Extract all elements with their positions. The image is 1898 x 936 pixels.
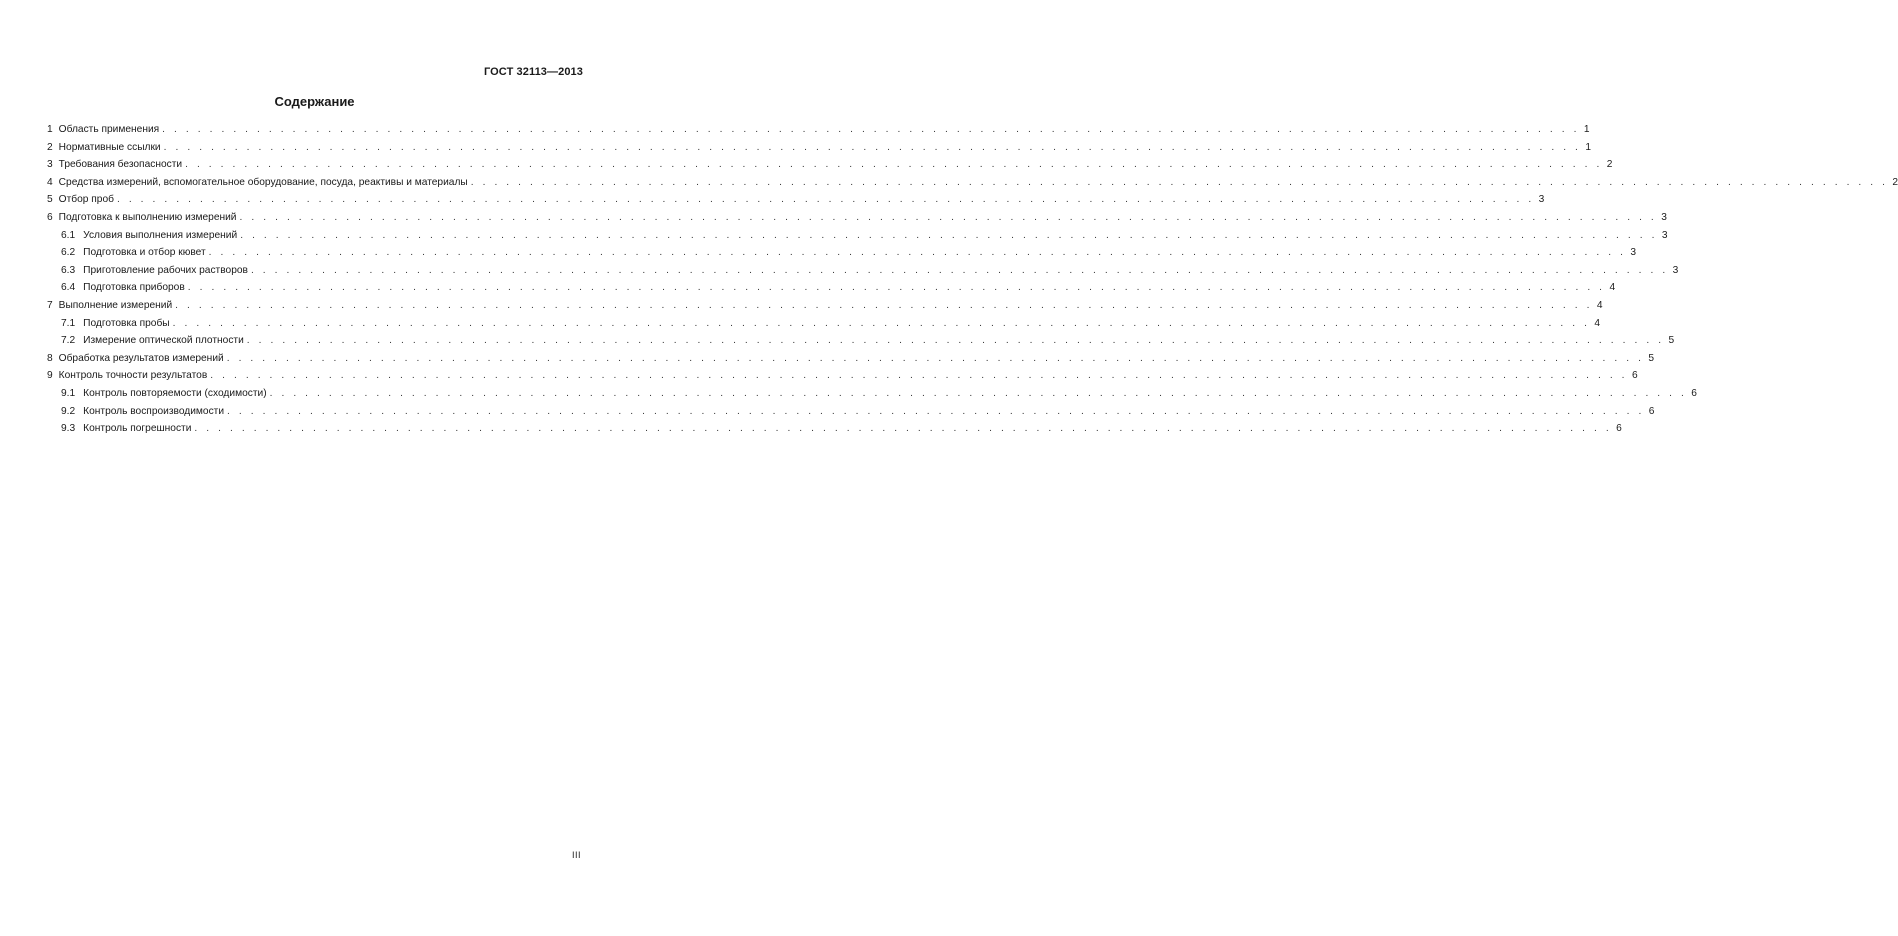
toc-entry-number: 7.1 [61, 317, 76, 329]
toc-entry-title: Область применения [58, 124, 160, 135]
toc-subentry[interactable] [47, 385, 1697, 403]
toc-entry[interactable] [47, 191, 1545, 209]
toc-dot-leader [175, 297, 1592, 315]
toc-entry-number: 3 [47, 159, 53, 171]
toc-dot-leader [162, 121, 1579, 139]
toc-entry[interactable] [47, 174, 1898, 192]
toc-dot-leader [194, 420, 1611, 438]
toc-subentry[interactable] [47, 279, 1616, 297]
toc-entry-number: 6 [47, 211, 53, 223]
toc-entry-number: 9 [47, 370, 53, 382]
toc-dot-leader [164, 139, 1581, 157]
toc-entry-page: 3 [1538, 194, 1545, 206]
toc-entry-page: 6 [1691, 387, 1697, 399]
toc-entry[interactable] [47, 209, 1667, 227]
toc-entry-title: Нормативные ссылки [58, 141, 161, 153]
toc-entry-page: 2 [1606, 159, 1613, 171]
toc-entry-title: Подготовка приборов [83, 282, 185, 294]
toc-dot-leader [251, 262, 1668, 280]
toc-dot-leader [209, 244, 1626, 262]
document-code: ГОСТ 32113—2013 [483, 66, 583, 78]
toc-entry-number: 9.3 [61, 423, 76, 435]
toc-entry[interactable] [47, 367, 1638, 385]
toc-entry-number: 9.2 [61, 405, 76, 417]
toc-entry-title: Подготовка и отбор кювет [83, 247, 206, 259]
toc-dot-leader [173, 315, 1590, 333]
toc-entry-page: 4 [1594, 317, 1601, 329]
toc-entry-page: 3 [1661, 229, 1668, 241]
toc-entry-title: Условия выполнения измерений [83, 229, 238, 241]
toc-entry-page: 3 [1672, 264, 1679, 276]
toc-entry-page: 2 [1892, 176, 1898, 188]
toc-subentry[interactable] [47, 403, 1655, 421]
toc-entry-title: Отбор проб [58, 194, 114, 206]
table-of-contents [47, 121, 1898, 438]
toc-entry-number: 9.1 [61, 387, 76, 399]
toc-entry-page: 1 [1583, 124, 1590, 135]
toc-entry-page: 6 [1616, 423, 1622, 435]
toc-entry-page: 6 [1648, 405, 1655, 417]
toc-entry-number: 8 [47, 352, 53, 364]
toc-entry-title: Подготовка пробы [83, 317, 170, 329]
toc-dot-leader [210, 367, 1627, 385]
toc-dot-leader [117, 191, 1534, 209]
toc-entry-title: Обработка результатов измерений [58, 352, 224, 364]
toc-dot-leader [270, 385, 1687, 403]
toc-entry-page: 6 [1631, 370, 1638, 382]
toc-entry-number: 7.2 [61, 335, 76, 347]
toc-subentry[interactable] [47, 315, 1601, 333]
toc-entry-title: Контроль погрешности [83, 423, 192, 435]
toc-entry-page: 4 [1596, 299, 1603, 311]
toc-entry[interactable] [47, 297, 1603, 315]
toc-entry-page: 3 [1630, 247, 1637, 259]
toc-dot-leader [247, 332, 1664, 350]
toc-entry[interactable] [47, 350, 1655, 368]
toc-dot-leader [185, 156, 1602, 174]
toc-entry-title: Средства измерений, вспомогательное оборудование, посуда, реактивы и материалы [58, 176, 468, 188]
toc-dot-leader [227, 350, 1644, 368]
toc-entry-number: 6.3 [61, 264, 76, 276]
toc-entry-title: Подготовка к выполнению измерений [58, 211, 237, 223]
toc-entry-title: Приготовление рабочих растворов [83, 264, 248, 276]
toc-entry-page: 5 [1648, 352, 1655, 364]
toc-entry-number: 6.2 [61, 247, 76, 259]
toc-entry-title: Контроль воспроизводимости [83, 405, 225, 417]
toc-entry-title: Выполнение измерений [58, 299, 173, 311]
toc-entry-number: 4 [47, 176, 53, 188]
toc-subentry[interactable] [47, 332, 1675, 350]
toc-entry-number: 7 [47, 299, 53, 311]
toc-subentry[interactable] [47, 227, 1668, 245]
toc-dot-leader [240, 209, 1657, 227]
toc-entry-number: 6.4 [61, 282, 76, 294]
toc-entry-number: 1 [47, 124, 53, 135]
toc-dot-leader [471, 174, 1888, 192]
toc-dot-leader [227, 403, 1644, 421]
toc-entry-title: Контроль повторяемости (сходимости) [83, 387, 267, 399]
toc-entry[interactable] [47, 139, 1591, 157]
toc-entry-title: Контроль точности результатов [58, 370, 208, 382]
toc-entry-number: 2 [47, 141, 53, 153]
toc-entry[interactable] [47, 121, 1590, 139]
toc-entry-title: Требования безопасности [58, 159, 183, 171]
toc-dot-leader [240, 227, 1657, 245]
toc-subentry[interactable] [47, 262, 1679, 280]
toc-subentry[interactable] [47, 244, 1637, 262]
toc-subentry[interactable] [47, 420, 1622, 438]
toc-dot-leader [188, 279, 1605, 297]
toc-entry-page: 5 [1668, 335, 1675, 347]
toc-entry-number: 5 [47, 194, 53, 206]
toc-title: Содержание [274, 94, 355, 109]
toc-entry-number: 6.1 [61, 229, 76, 241]
toc-entry-title: Измерение оптической плотности [83, 335, 244, 347]
toc-entry[interactable] [47, 156, 1613, 174]
toc-entry-page: 1 [1585, 141, 1591, 153]
toc-entry-page: 3 [1661, 211, 1667, 223]
toc-entry-page: 4 [1609, 282, 1616, 294]
page-number: III [571, 850, 581, 860]
